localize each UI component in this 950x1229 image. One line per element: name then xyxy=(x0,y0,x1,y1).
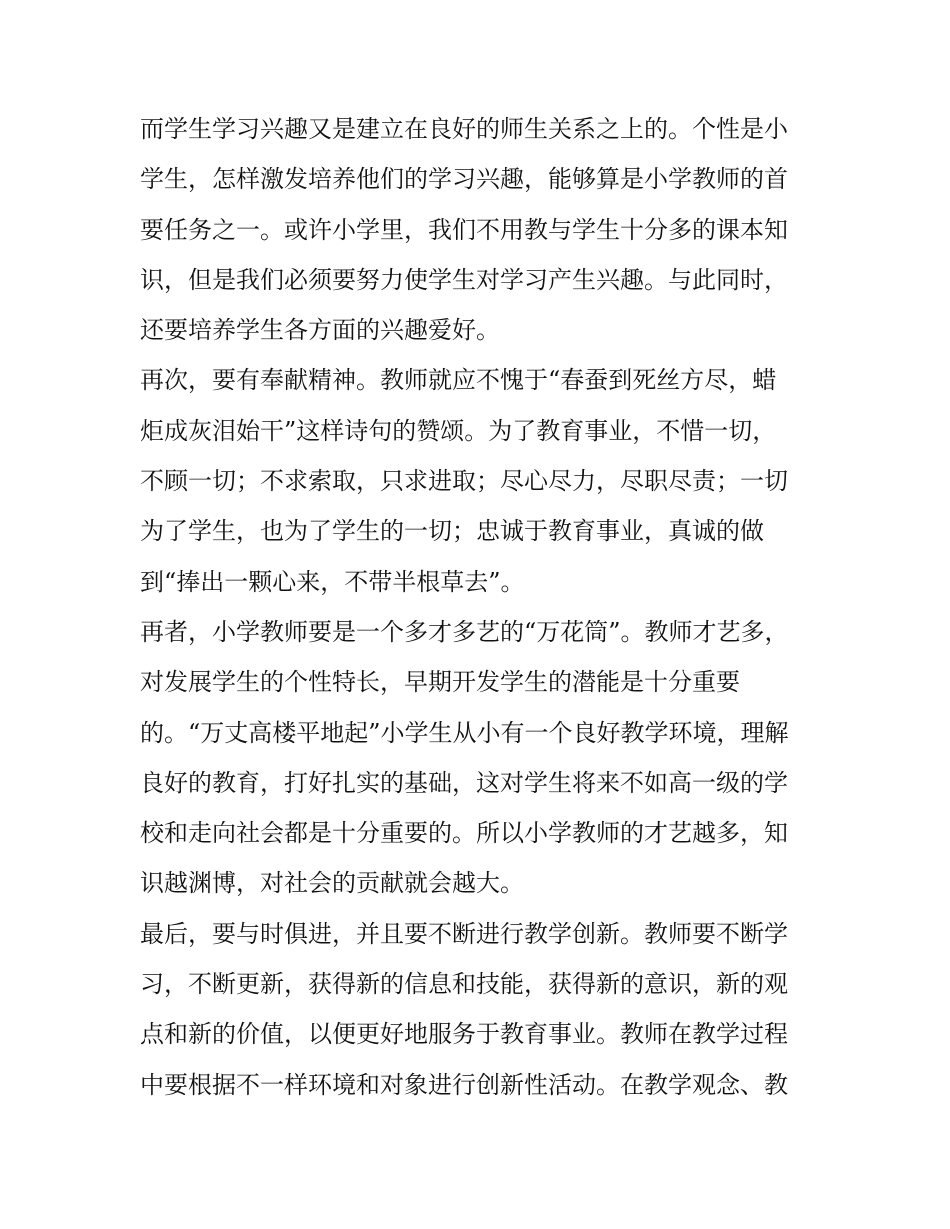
text-line: 到“捧出一颗心来，不带半根草去”。 xyxy=(140,567,525,596)
text-line: 学生，怎样激发培养他们的学习兴趣，能够算是小学教师的首 xyxy=(140,165,788,194)
text-line: 校和走向社会都是十分重要的。所以小学教师的才艺越多，知 xyxy=(140,819,788,848)
text-line: 为了学生，也为了学生的一切；忠诚于教育事业，真诚的做 xyxy=(140,517,764,546)
text-line: 不顾一切；不求索取，只求进取；尽心尽力，尽职尽责；一切 xyxy=(140,467,788,496)
text-line: 炬成灰泪始干”这样诗句的赞颂。为了教育事业，不惜一切， xyxy=(140,416,777,445)
text-line: 中要根据不一样环境和对象进行创新性活动。在教学观念、教 xyxy=(140,1070,788,1099)
text-line: 习，不断更新，获得新的信息和技能，获得新的意识，新的观 xyxy=(140,970,788,999)
text-line: 识越渊博，对社会的贡献就会越大。 xyxy=(140,869,524,898)
text-line: 最后，要与时俱进，并且要不断进行教学创新。教师要不断学 xyxy=(140,919,788,948)
text-line: 而学生学习兴趣又是建立在良好的师生关系之上的。个性是小 xyxy=(140,115,788,143)
text-line: 的。“万丈高楼平地起”小学生从小有一个良好教学环境，理解 xyxy=(140,718,789,747)
text-line: 识，但是我们必须要努力使学生对学习产生兴趣。与此同时， xyxy=(140,265,788,294)
text-line: 点和新的价值，以便更好地服务于教育事业。教师在教学过程 xyxy=(140,1020,788,1049)
text-line: 再次，要有奉献精神。教师就应不愧于“春蚕到死丝方尽，蜡 xyxy=(140,366,777,395)
text-line: 对发展学生的个性特长，早期开发学生的潜能是十分重要 xyxy=(140,668,740,697)
body-text xyxy=(140,104,820,1110)
text-line: 良好的教育，打好扎实的基础，这对学生将来不如高一级的学 xyxy=(140,768,788,797)
text-line: 要任务之一。或许小学里，我们不用教与学生十分多的课本知 xyxy=(140,215,788,244)
text-line: 还要培养学生各方面的兴趣爱好。 xyxy=(140,316,500,345)
text-line: 再者，小学教师要是一个多才多艺的“万花筒”。教师才艺多， xyxy=(140,617,789,646)
